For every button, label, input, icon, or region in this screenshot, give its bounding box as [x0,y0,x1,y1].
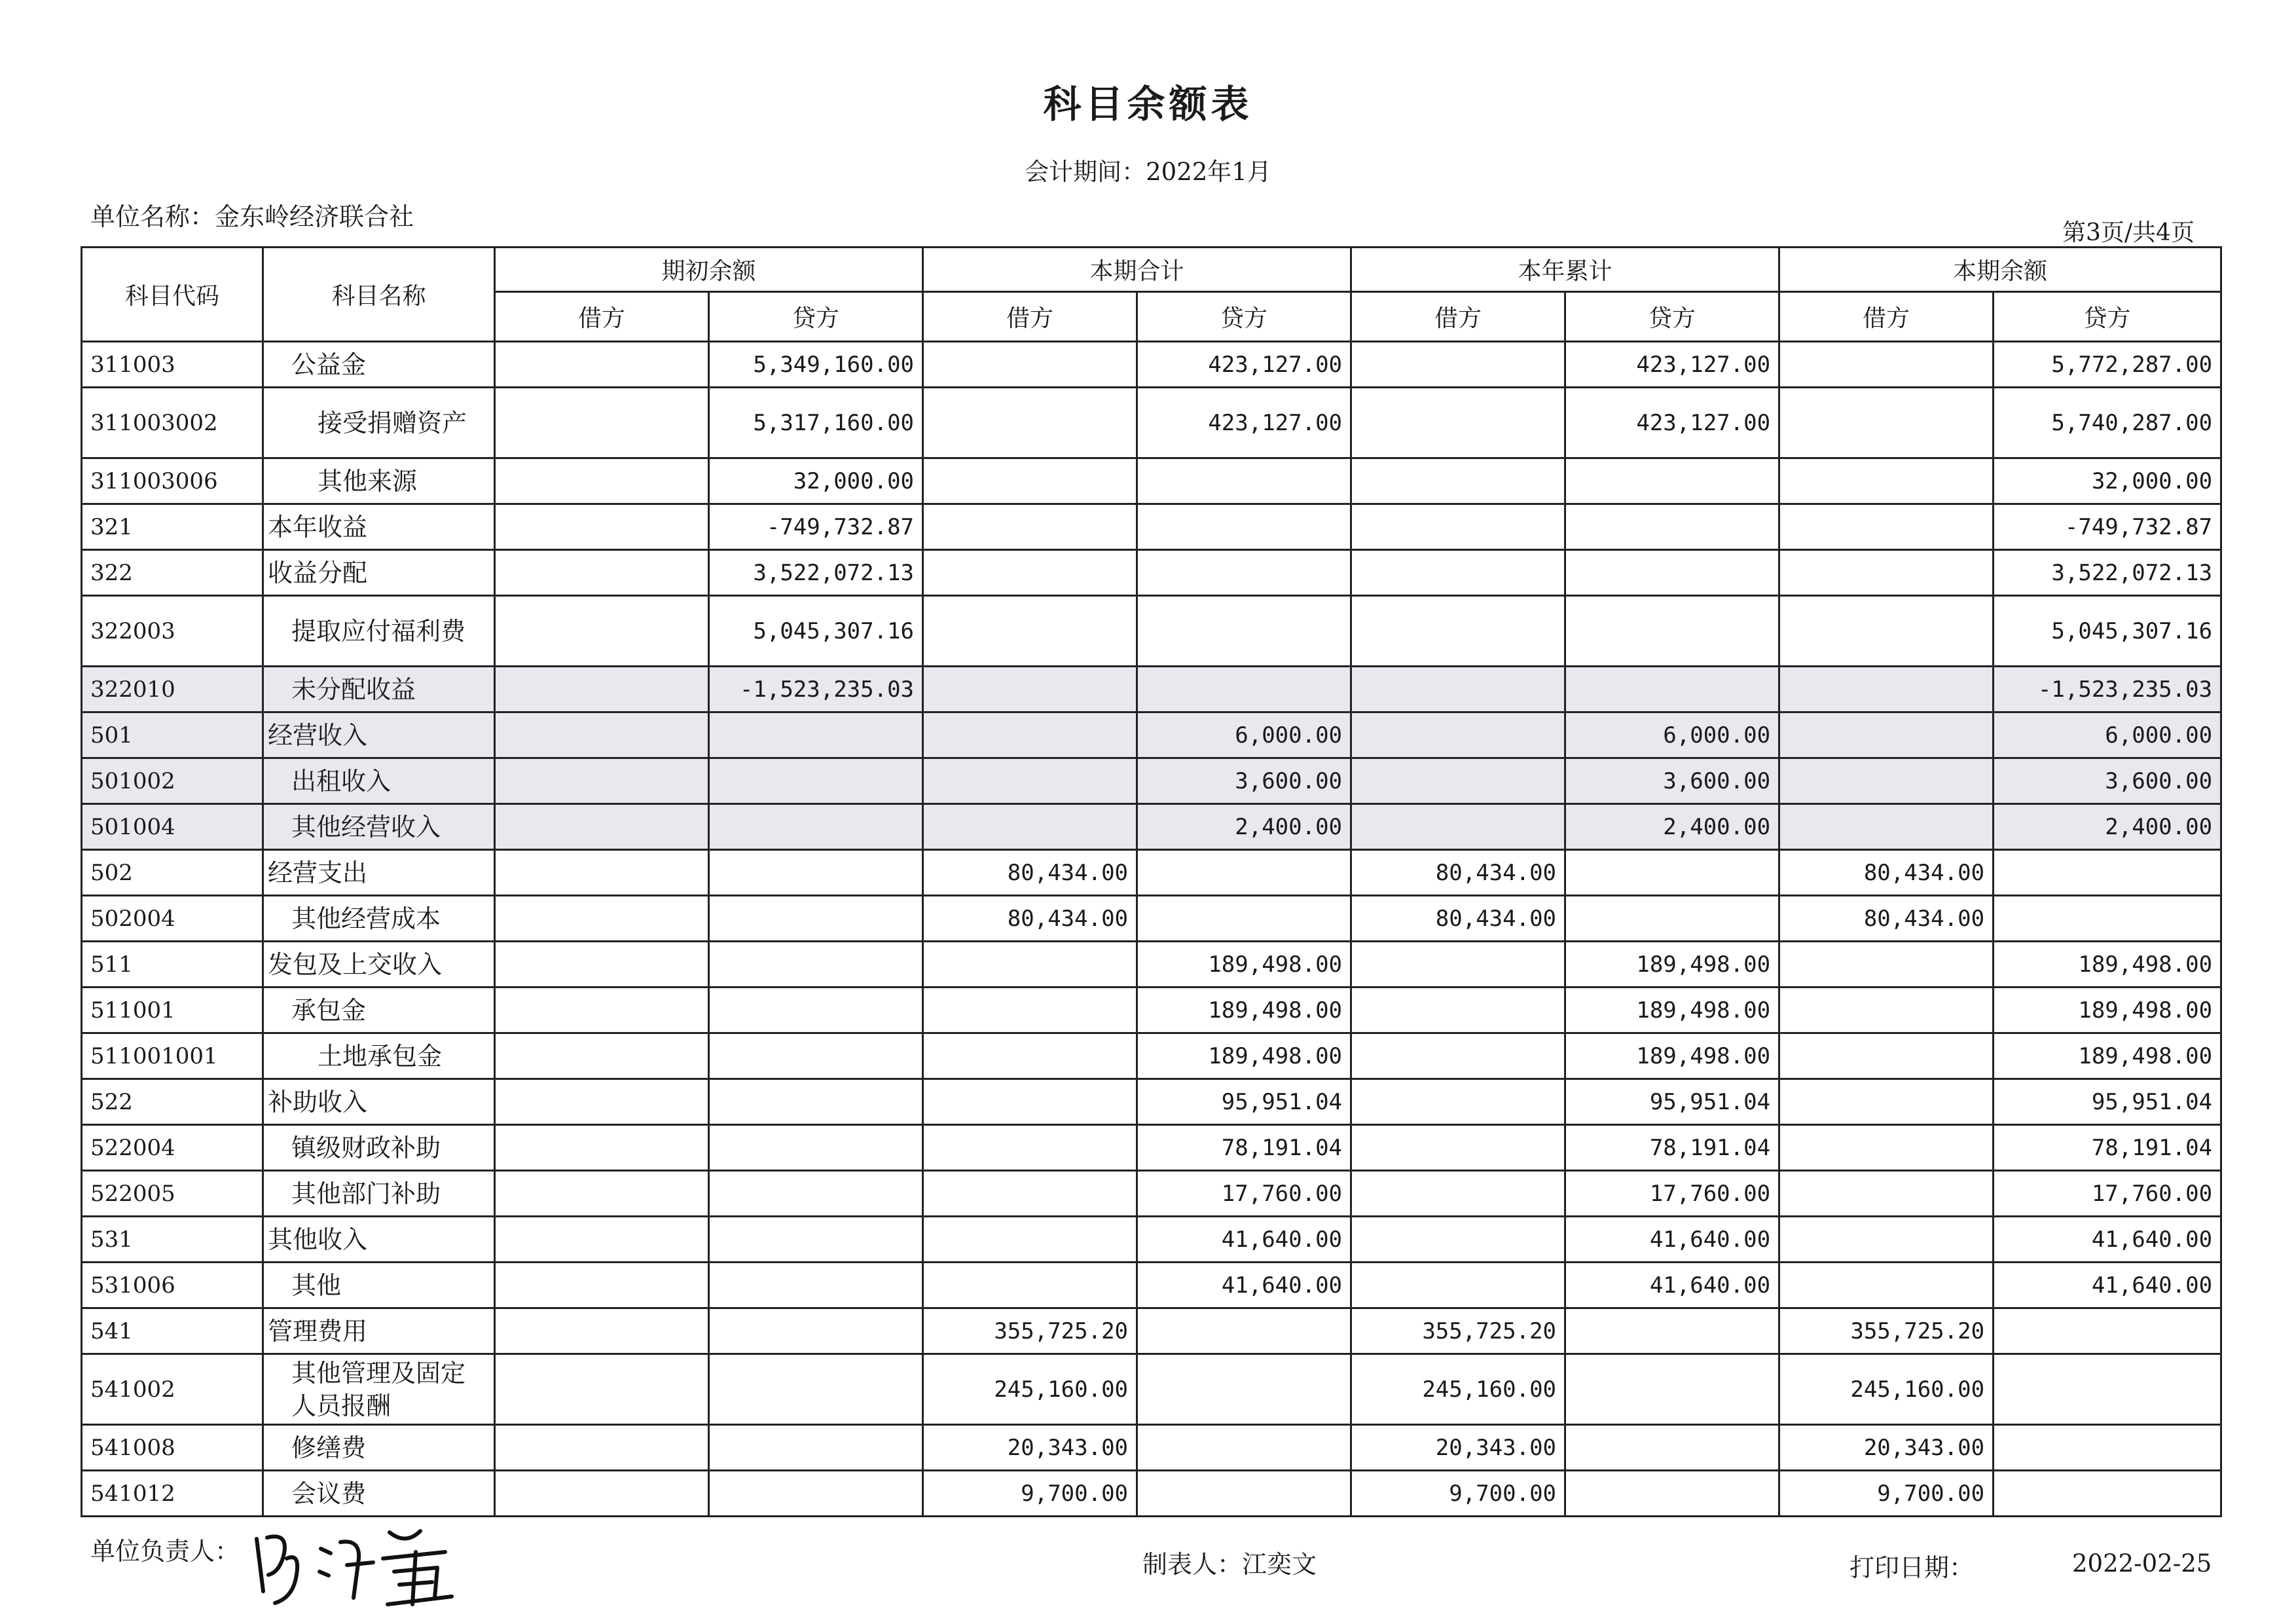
closing-debit-amount: 80,434.00 [1779,850,1994,896]
year-credit-amount [1565,504,1779,550]
header-credit: 贷方 [709,292,923,342]
year-debit-amount [1351,388,1565,458]
year-credit-amount [1565,1308,1779,1354]
year-debit-amount [1351,712,1565,758]
account-name: 管理费用 [263,1308,495,1354]
opening-credit-amount: 3,522,072.13 [709,550,923,596]
period-credit-amount: 423,127.00 [1137,388,1351,458]
period-debit-amount: 245,160.00 [923,1354,1137,1425]
closing-credit-amount: 3,522,072.13 [1994,550,2221,596]
year-debit-amount [1351,1263,1565,1308]
period-credit-amount: 78,191.04 [1137,1125,1351,1171]
unit-name: 单位名称：金东岭经济联合社 [90,202,414,231]
year-debit-amount: 245,160.00 [1351,1354,1565,1425]
year-debit-amount [1351,596,1565,667]
table-row [82,758,2221,804]
account-code: 311003 [82,342,263,388]
year-debit-amount [1351,804,1565,850]
opening-credit-amount: -749,732.87 [709,504,923,550]
account-name: 经营支出 [263,850,495,896]
period-debit-amount [923,1217,1137,1263]
year-credit-amount [1565,850,1779,896]
account-name: 承包金 [263,987,495,1033]
closing-credit-amount [1994,1308,2221,1354]
period-debit-amount: 355,725.20 [923,1308,1137,1354]
header-credit: 贷方 [1565,292,1779,342]
opening-debit-amount [495,712,709,758]
year-debit-amount: 355,725.20 [1351,1308,1565,1354]
account-code: 511001 [82,987,263,1033]
account-code: 541002 [82,1354,263,1425]
opening-debit-amount [495,1171,709,1217]
year-debit-amount: 80,434.00 [1351,850,1565,896]
account-name: 发包及上交收入 [263,942,495,987]
year-credit-amount: 41,640.00 [1565,1217,1779,1263]
table-row [82,1425,2221,1471]
account-name: 其他管理及固定人员报酬 [263,1354,495,1425]
header-credit: 贷方 [1137,292,1351,342]
period-credit-amount [1137,850,1351,896]
table-row [82,1033,2221,1079]
year-credit-amount [1565,1471,1779,1517]
period-debit-amount [923,1033,1137,1079]
header-closing-balance: 本期余额 [1779,248,2221,292]
account-name: 经营收入 [263,712,495,758]
closing-credit-amount [1994,1354,2221,1425]
account-code: 522 [82,1079,263,1125]
year-credit-amount: 95,951.04 [1565,1079,1779,1125]
year-credit-amount: 3,600.00 [1565,758,1779,804]
closing-debit-amount [1779,758,1994,804]
opening-debit-amount [495,758,709,804]
opening-credit-amount [709,804,923,850]
period-debit-amount [923,712,1137,758]
period-credit-amount: 189,498.00 [1137,942,1351,987]
closing-credit-amount: 2,400.00 [1994,804,2221,850]
account-code: 502 [82,850,263,896]
period-debit-amount: 80,434.00 [923,850,1137,896]
table-row [82,942,2221,987]
year-debit-amount: 80,434.00 [1351,896,1565,942]
account-name: 其他 [263,1263,495,1308]
header-debit: 借方 [495,292,709,342]
period-credit-amount: 41,640.00 [1137,1263,1351,1308]
account-name: 未分配收益 [263,667,495,712]
closing-debit-amount [1779,342,1994,388]
opening-debit-amount [495,458,709,504]
period-debit-amount [923,458,1137,504]
opening-debit-amount [495,596,709,667]
table-row [82,388,2221,458]
year-credit-amount: 189,498.00 [1565,1033,1779,1079]
closing-credit-amount [1994,850,2221,896]
account-name: 会议费 [263,1471,495,1517]
period-debit-amount [923,1171,1137,1217]
period-debit-amount [923,342,1137,388]
opening-debit-amount [495,987,709,1033]
opening-credit-amount [709,1471,923,1517]
closing-debit-amount [1779,596,1994,667]
closing-debit-amount: 245,160.00 [1779,1354,1994,1425]
period-debit-amount: 9,700.00 [923,1471,1137,1517]
year-debit-amount [1351,1217,1565,1263]
closing-debit-amount [1779,388,1994,458]
period-debit-amount [923,667,1137,712]
table-row [82,1079,2221,1125]
opening-credit-amount [709,1354,923,1425]
period-debit-amount [923,987,1137,1033]
account-name: 镇级财政补助 [263,1125,495,1171]
handwritten-signature [249,1513,465,1611]
account-name: 本年收益 [263,504,495,550]
year-credit-amount: 423,127.00 [1565,342,1779,388]
period-debit-amount [923,942,1137,987]
period-debit-amount [923,1125,1137,1171]
header-period-total: 本期合计 [923,248,1351,292]
closing-credit-amount: 41,640.00 [1994,1263,2221,1308]
account-code: 322010 [82,667,263,712]
balance-table [81,246,2222,1517]
year-debit-amount [1351,987,1565,1033]
year-credit-amount [1565,458,1779,504]
account-code: 311003006 [82,458,263,504]
period-credit-amount [1137,550,1351,596]
closing-debit-amount [1779,550,1994,596]
period-debit-amount: 80,434.00 [923,896,1137,942]
account-code: 511001001 [82,1033,263,1079]
table-row [82,550,2221,596]
year-credit-amount: 2,400.00 [1565,804,1779,850]
period-credit-amount [1137,1425,1351,1471]
closing-debit-amount [1779,1171,1994,1217]
page-number: 第3页/共4页 [2062,219,2195,246]
opening-credit-amount [709,987,923,1033]
closing-credit-amount: -749,732.87 [1994,504,2221,550]
year-debit-amount [1351,1033,1565,1079]
opening-debit-amount [495,1079,709,1125]
print-date-label: 打印日期： [1850,1553,1975,1582]
period-credit-amount [1137,1354,1351,1425]
opening-credit-amount [709,1425,923,1471]
year-debit-amount [1351,342,1565,388]
closing-credit-amount: 5,045,307.16 [1994,596,2221,667]
year-credit-amount: 423,127.00 [1565,388,1779,458]
period-credit-amount: 17,760.00 [1137,1171,1351,1217]
opening-debit-amount [495,667,709,712]
table-row [82,1125,2221,1171]
account-name: 出租收入 [263,758,495,804]
account-name: 其他部门补助 [263,1171,495,1217]
opening-debit-amount [495,896,709,942]
account-code: 541 [82,1308,263,1354]
closing-credit-amount: 3,600.00 [1994,758,2221,804]
period-credit-amount: 41,640.00 [1137,1217,1351,1263]
year-debit-amount: 20,343.00 [1351,1425,1565,1471]
year-credit-amount: 6,000.00 [1565,712,1779,758]
account-code: 541008 [82,1425,263,1471]
header-code: 科目代码 [82,248,263,342]
closing-credit-amount: 78,191.04 [1994,1125,2221,1171]
year-credit-amount: 78,191.04 [1565,1125,1779,1171]
opening-debit-amount [495,1217,709,1263]
year-credit-amount: 17,760.00 [1565,1171,1779,1217]
header-debit: 借方 [1779,292,1994,342]
opening-credit-amount [709,1263,923,1308]
closing-credit-amount: 5,740,287.00 [1994,388,2221,458]
table-row [82,1354,2221,1425]
table-row [82,1471,2221,1517]
opening-credit-amount [709,896,923,942]
period-debit-amount [923,550,1137,596]
closing-credit-amount: 6,000.00 [1994,712,2221,758]
account-name: 其他收入 [263,1217,495,1263]
opening-debit-amount [495,1308,709,1354]
closing-debit-amount [1779,504,1994,550]
header-opening-balance: 期初余额 [495,248,923,292]
year-credit-amount: 189,498.00 [1565,942,1779,987]
closing-credit-amount: 189,498.00 [1994,942,2221,987]
opening-credit-amount: 5,349,160.00 [709,342,923,388]
unit-head-label: 单位负责人： [90,1537,240,1566]
year-credit-amount: 41,640.00 [1565,1263,1779,1308]
closing-debit-amount: 20,343.00 [1779,1425,1994,1471]
preparer: 制表人：江奕文 [1142,1550,1317,1579]
opening-credit-amount [709,712,923,758]
closing-debit-amount [1779,1033,1994,1079]
period-credit-amount [1137,1471,1351,1517]
opening-credit-amount [709,942,923,987]
header-name: 科目名称 [263,248,495,342]
period-credit-amount: 3,600.00 [1137,758,1351,804]
closing-credit-amount: 95,951.04 [1994,1079,2221,1125]
table-row [82,458,2221,504]
period-credit-amount [1137,596,1351,667]
header-year-cumulative: 本年累计 [1351,248,1779,292]
period-debit-amount [923,804,1137,850]
account-name: 修缮费 [263,1425,495,1471]
account-name: 其他经营收入 [263,804,495,850]
closing-credit-amount: 189,498.00 [1994,1033,2221,1079]
account-code: 531 [82,1217,263,1263]
year-debit-amount [1351,942,1565,987]
table-row [82,712,2221,758]
opening-debit-amount [495,942,709,987]
period-credit-amount [1137,896,1351,942]
closing-credit-amount [1994,1471,2221,1517]
closing-debit-amount [1779,987,1994,1033]
table-row [82,1217,2221,1263]
account-name: 公益金 [263,342,495,388]
account-name: 接受捐赠资产 [263,388,495,458]
period-credit-amount: 6,000.00 [1137,712,1351,758]
opening-debit-amount [495,804,709,850]
opening-debit-amount [495,550,709,596]
opening-credit-amount [709,850,923,896]
account-name: 提取应付福利费 [263,596,495,667]
period-debit-amount [923,758,1137,804]
account-name: 补助收入 [263,1079,495,1125]
table-row [82,596,2221,667]
accounting-period: 会计期间：2022年1月 [1025,158,1271,186]
year-debit-amount [1351,1125,1565,1171]
period-debit-amount [923,388,1137,458]
opening-credit-amount [709,1125,923,1171]
opening-debit-amount [495,1125,709,1171]
year-debit-amount [1351,758,1565,804]
period-credit-amount: 189,498.00 [1137,987,1351,1033]
opening-debit-amount [495,1471,709,1517]
table-row [82,987,2221,1033]
account-code: 322 [82,550,263,596]
year-debit-amount: 9,700.00 [1351,1471,1565,1517]
account-code: 522005 [82,1171,263,1217]
year-debit-amount [1351,1079,1565,1125]
account-code: 501002 [82,758,263,804]
account-code: 501 [82,712,263,758]
table-row [82,1171,2221,1217]
period-credit-amount: 95,951.04 [1137,1079,1351,1125]
opening-debit-amount [495,342,709,388]
account-code: 511 [82,942,263,987]
table-row [82,504,2221,550]
closing-debit-amount: 355,725.20 [1779,1308,1994,1354]
opening-debit-amount [495,504,709,550]
opening-credit-amount: 5,317,160.00 [709,388,923,458]
page-title: 科目余额表 [1043,82,1253,126]
period-credit-amount [1137,504,1351,550]
account-code: 502004 [82,896,263,942]
closing-debit-amount [1779,1263,1994,1308]
account-name: 其他来源 [263,458,495,504]
closing-credit-amount [1994,896,2221,942]
closing-debit-amount [1779,1079,1994,1125]
closing-debit-amount [1779,712,1994,758]
closing-debit-amount [1779,804,1994,850]
table-row [82,850,2221,896]
opening-credit-amount [709,1217,923,1263]
year-debit-amount [1351,550,1565,596]
table-row [82,1263,2221,1308]
opening-credit-amount [709,1079,923,1125]
period-credit-amount: 423,127.00 [1137,342,1351,388]
header-credit: 贷方 [1994,292,2221,342]
closing-debit-amount: 80,434.00 [1779,896,1994,942]
period-debit-amount [923,596,1137,667]
account-code: 541012 [82,1471,263,1517]
year-debit-amount [1351,458,1565,504]
opening-credit-amount: 32,000.00 [709,458,923,504]
closing-credit-amount: -1,523,235.03 [1994,667,2221,712]
opening-credit-amount [709,1171,923,1217]
year-credit-amount [1565,896,1779,942]
period-debit-amount [923,504,1137,550]
period-credit-amount [1137,667,1351,712]
period-credit-amount [1137,458,1351,504]
closing-debit-amount [1779,667,1994,712]
table-row [82,896,2221,942]
print-date: 2022-02-25 [2072,1549,2212,1578]
year-credit-amount [1565,667,1779,712]
account-code: 321 [82,504,263,550]
closing-debit-amount: 9,700.00 [1779,1471,1994,1517]
year-debit-amount [1351,504,1565,550]
opening-credit-amount [709,758,923,804]
table-row [82,804,2221,850]
period-debit-amount: 20,343.00 [923,1425,1137,1471]
account-name: 土地承包金 [263,1033,495,1079]
header-debit: 借方 [1351,292,1565,342]
account-code: 531006 [82,1263,263,1308]
opening-credit-amount: 5,045,307.16 [709,596,923,667]
closing-credit-amount: 5,772,287.00 [1994,342,2221,388]
closing-debit-amount [1779,1217,1994,1263]
closing-debit-amount [1779,1125,1994,1171]
year-debit-amount [1351,667,1565,712]
closing-credit-amount: 189,498.00 [1994,987,2221,1033]
account-code: 311003002 [82,388,263,458]
table-row [82,667,2221,712]
opening-debit-amount [495,850,709,896]
header-debit: 借方 [923,292,1137,342]
account-name: 收益分配 [263,550,495,596]
year-credit-amount: 189,498.00 [1565,987,1779,1033]
opening-debit-amount [495,1263,709,1308]
closing-credit-amount: 41,640.00 [1994,1217,2221,1263]
opening-debit-amount [495,1354,709,1425]
closing-credit-amount: 32,000.00 [1994,458,2221,504]
closing-credit-amount: 17,760.00 [1994,1171,2221,1217]
table-row [82,342,2221,388]
period-debit-amount [923,1263,1137,1308]
account-name: 其他经营成本 [263,896,495,942]
year-credit-amount [1565,1354,1779,1425]
opening-credit-amount: -1,523,235.03 [709,667,923,712]
period-credit-amount: 189,498.00 [1137,1033,1351,1079]
opening-credit-amount [709,1033,923,1079]
year-credit-amount [1565,596,1779,667]
opening-debit-amount [495,1033,709,1079]
table-row [82,1308,2221,1354]
year-debit-amount [1351,1171,1565,1217]
account-code: 501004 [82,804,263,850]
year-credit-amount [1565,1425,1779,1471]
period-credit-amount: 2,400.00 [1137,804,1351,850]
account-code: 522004 [82,1125,263,1171]
period-debit-amount [923,1079,1137,1125]
period-credit-amount [1137,1308,1351,1354]
account-code: 322003 [82,596,263,667]
closing-credit-amount [1994,1425,2221,1471]
year-credit-amount [1565,550,1779,596]
opening-debit-amount [495,1425,709,1471]
closing-debit-amount [1779,942,1994,987]
opening-debit-amount [495,388,709,458]
closing-debit-amount [1779,458,1994,504]
opening-credit-amount [709,1308,923,1354]
